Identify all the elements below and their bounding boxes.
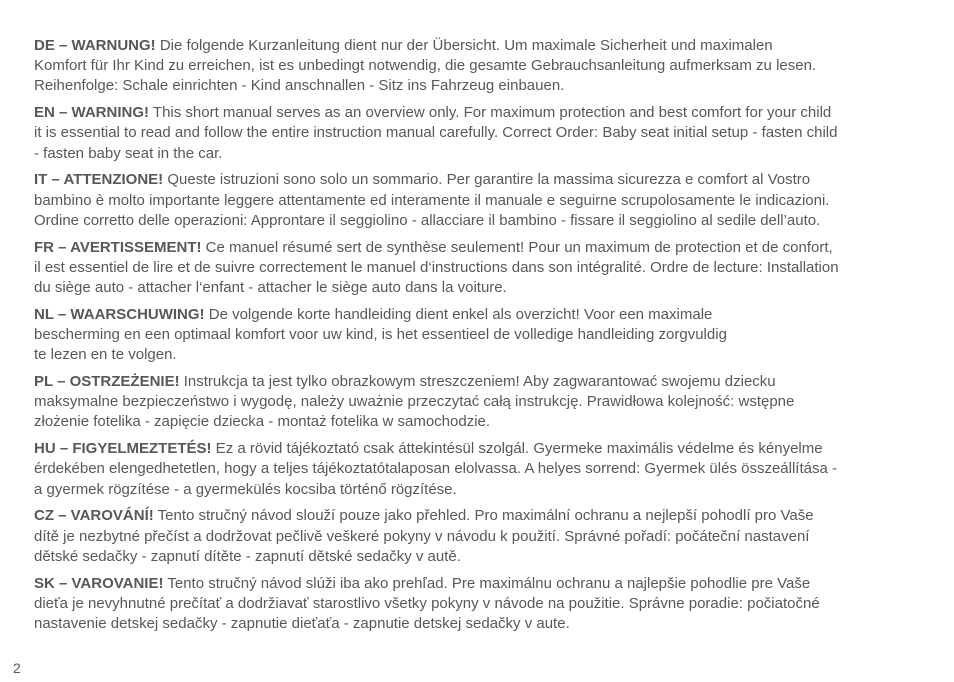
warning-text: złożenie fotelika - zapięcie dziecka - montaż fotelika w samochodzie. xyxy=(34,413,491,431)
warning-heading: PL – OSTRZEŻENIE! xyxy=(34,373,180,391)
warning-heading: DE – WARNUNG! xyxy=(34,37,156,54)
warning-text: De volgende korte handleiding dient enkel als overzicht! Voor een maximale xyxy=(204,305,713,323)
warning-line xyxy=(34,372,924,392)
warning-text: dětské sedačky - zapnutí dítěte - zapnutí dětské sedačky v autě. xyxy=(34,547,461,565)
warning-text: This short manual serves as an overview only. For maximum protection and best comfort for your child xyxy=(149,104,832,122)
warning-text: dítě je nezbytné přečíst a dodržovat pečlivě veškeré pokyny v návodu k použití. Správné pořadí: počáteční nastavení xyxy=(34,527,810,545)
warning-text: - fasten baby seat in the car. xyxy=(34,144,223,162)
warning-section-cz xyxy=(34,506,924,567)
warning-text: a gyermek rögzítése - a gyermekülés kocsiba történő rögzítése. xyxy=(34,480,457,498)
warning-section-fr xyxy=(34,238,924,299)
warning-text: nastavenie detskej sedačky - zapnutie dieťaťa - zapnutie detskej sedačky v aute. xyxy=(34,615,570,633)
warning-section-pl xyxy=(34,372,924,433)
warning-section-hu xyxy=(34,439,924,500)
warning-text: maksymalne bezpieczeństwo i wygodę, należy uważnie przeczytać całą instrukcję. Prawidłowa kolejność: wstępne xyxy=(34,393,795,411)
warning-text: Queste istruzioni sono solo un sommario. Per garantire la massima sicurezza e comfort al Vostro xyxy=(163,171,811,189)
warning-text: Tento stručný návod slouží pouze jako přehled. Pro maximální ochranu a nejlepší pohodlí pro Vaše xyxy=(153,507,814,525)
warning-heading: CZ – VAROVÁNÍ! xyxy=(34,507,154,525)
warning-text: te lezen en te volgen. xyxy=(34,346,177,364)
warning-text: Komfort für Ihr Kind zu erreichen, ist es unbedingt notwendig, die gesamte Gebrauchsanleitung aufmerksam zu lesen. xyxy=(34,57,817,75)
warning-heading: IT – ATTENZIONE! xyxy=(34,171,164,189)
warning-text-block xyxy=(34,36,924,641)
warning-line xyxy=(34,439,924,459)
warning-text: Reihenfolge: Schale einrichten - Kind anschnallen - Sitz ins Fahrzeug einbauen. xyxy=(34,77,565,95)
warning-text: Die folgende Kurzanleitung dient nur der Übersicht. Um maximale Sicherheit und maximalen xyxy=(155,37,773,54)
page-number: 2 xyxy=(13,660,21,676)
warning-line xyxy=(34,103,924,123)
warning-line xyxy=(34,170,924,190)
warning-heading: NL – WAARSCHUWING! xyxy=(34,305,205,323)
warning-text: érdekében elengedhetetlen, hogy a teljes tájékoztatótalaposan elolvassa. A helyes sorrend: Gyermek ülés összeállítása - xyxy=(34,460,837,478)
warning-heading: HU – FIGYELMEZTETÉS! xyxy=(34,440,212,458)
warning-line xyxy=(34,506,924,526)
warning-text: bambino è molto importante leggere attentamente ed interamente il manuale e seguirne scrupolosamente le indicazioni. xyxy=(34,191,830,209)
warning-line xyxy=(34,305,924,325)
warning-section-en xyxy=(34,103,924,164)
warning-heading: FR – AVERTISSEMENT! xyxy=(34,238,202,256)
warning-section-it xyxy=(34,170,924,231)
warning-text: Tento stručný návod slúži iba ako prehľad. Pre maximálnu ochranu a najlepšie pohodlie pre Vaše xyxy=(163,574,811,592)
warning-text: Ordine corretto delle operazioni: Approntare il seggiolino - allacciare il bambino - fissare il seggiolino al sedile dell’auto. xyxy=(34,211,821,229)
warning-text: Ez a rövid tájékoztató csak áttekintésül szolgál. Gyermeke maximális védelme és kényelme xyxy=(211,440,823,458)
warning-text: it is essential to read and follow the entire instruction manual carefully. Correct Order: Baby seat initial setup - fasten child xyxy=(34,124,838,142)
warning-text: il est essentiel de lire et de suivre correctement le manuel d‘instructions dans son intégralité. Ordre de lecture: Installation xyxy=(34,258,839,276)
warning-text: du siège auto - attacher l‘enfant - attacher le siège auto dans la voiture. xyxy=(34,279,507,297)
warning-section-sk xyxy=(34,574,924,635)
warning-line xyxy=(34,36,924,56)
warning-section-de xyxy=(34,36,924,97)
warning-heading: EN – WARNING! xyxy=(34,104,150,122)
warning-line xyxy=(34,574,924,594)
warning-heading: SK – VAROVANIE! xyxy=(34,574,164,592)
warning-line xyxy=(34,238,924,258)
warning-text: bescherming en een optimaal komfort voor uw kind, is het essentieel de volledige handleiding zorgvuldig xyxy=(34,326,727,344)
warning-text: Ce manuel résumé sert de synthèse seulement! Pour un maximum de protection et de confort, xyxy=(201,238,833,256)
warning-text: dieťa je nevyhnutné prečítať a dodržiavať starostlivo všetky pokyny v návode na použitie. Správne poradie: počiatočné xyxy=(34,594,820,612)
warning-text: Instrukcja ta jest tylko obrazkowym streszczeniem! Aby zagwarantować swojemu dziecku xyxy=(179,373,776,391)
warning-section-nl xyxy=(34,305,924,366)
